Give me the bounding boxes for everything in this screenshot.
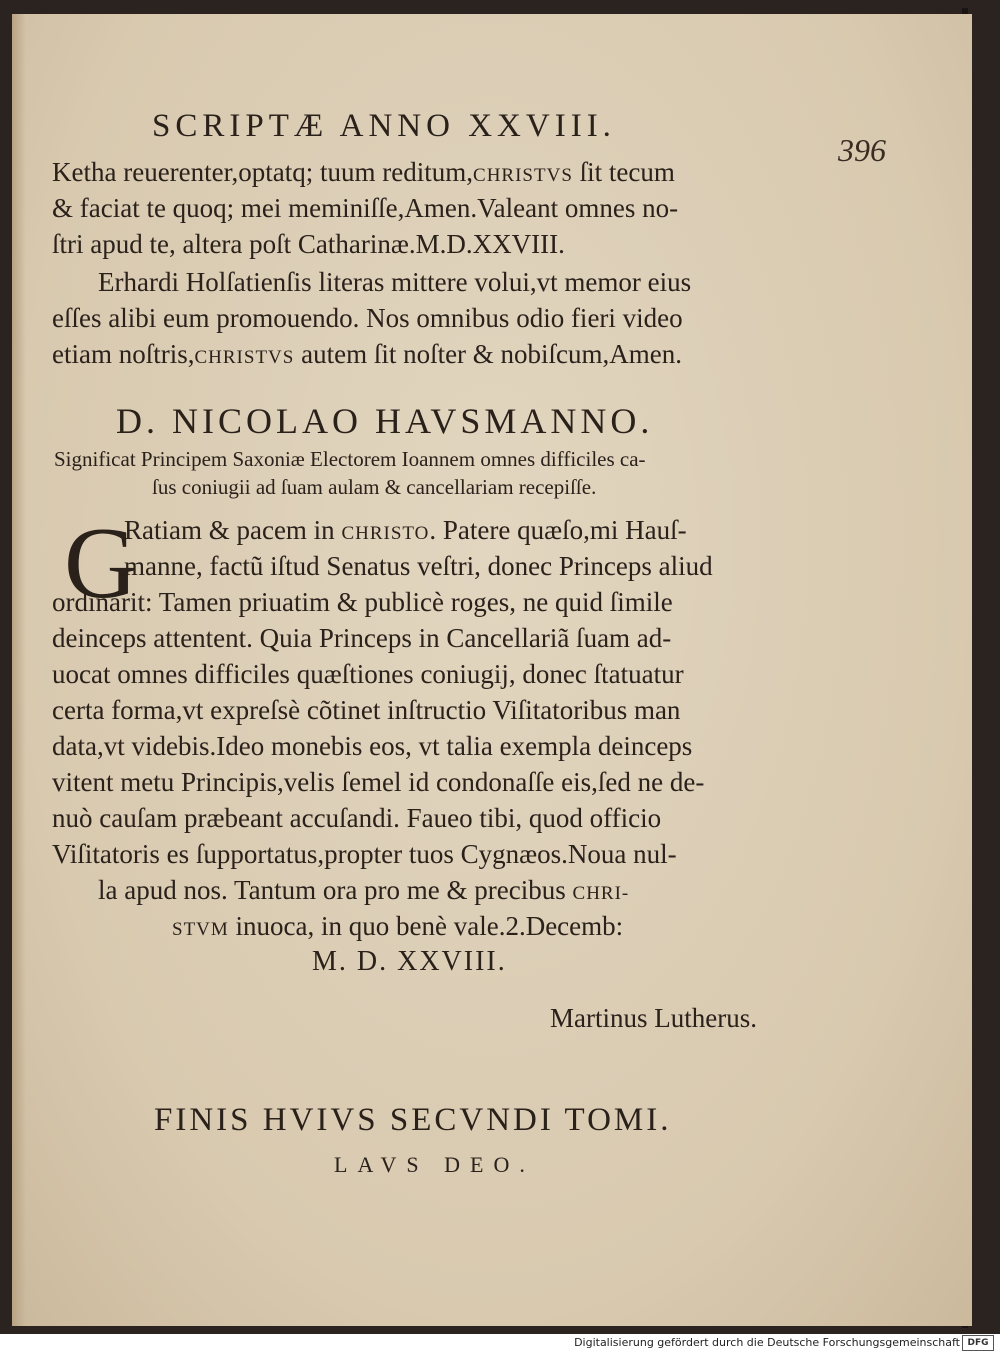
text-line: & faciat te quoq; mei meminiſſe,Amen.Valeant omnes no- [52, 193, 679, 223]
text-line: la apud nos. Tantum ora pro me & precibus CHRI- [98, 875, 630, 905]
summary-line: Significat Principem Saxoniæ Electorem Ioannem omnes difficiles ca- [54, 447, 646, 471]
text-line: deinceps attentent. Quia Princeps in Cancellariã ſuam ad- [52, 623, 672, 653]
finis-line: FINIS HVIVS SECVNDI TOMI. [154, 1102, 672, 1138]
text-line: Viſitatoris es ſupportatus,propter tuos Cygnæos.Noua nul- [52, 839, 677, 869]
text-line: Erhardi Holſatienſis literas mittere volui,vt memor eius [98, 267, 692, 297]
running-head: SCRIPTÆ ANNO XXVIII. [152, 108, 616, 144]
dfg-logo: DFG [962, 1335, 994, 1351]
text-line: nuò cauſam præbeant accuſandi. Faueo tibi, quod officio [52, 803, 662, 833]
footer-credit: Digitalisierung gefördert durch die Deutsche Forschungsgemeinschaft [574, 1336, 960, 1349]
page-number: 396 [838, 132, 886, 168]
text-line: ordinarit: Tamen priuatim & publicè roges, ne quid ſimile [52, 587, 673, 617]
page-edge-shadow [12, 14, 26, 1326]
text-line: etiam noſtris,CHRISTVS autem ſit noſter & nobiſcum,Amen. [52, 339, 683, 369]
drop-initial: G [64, 507, 138, 620]
text-line: data,vt videbis.Ideo monebis eos, vt talia exempla deinceps [52, 731, 693, 761]
signature: Martinus Lutherus. [550, 1003, 757, 1033]
text-line: vitent metu Principis,velis ſemel id condonaſſe eis,ſed ne de- [52, 767, 705, 797]
text-line: ſtri apud te, altera poſt Catharinæ.M.D.XXVIII. [52, 229, 565, 259]
text-line: eſſes alibi eum promouendo. Nos omnibus odio fieri video [52, 303, 683, 333]
text-line: certa forma,vt expreſsè cõtinet inſtructio Viſitatoribus man [52, 695, 681, 725]
text-line: STVM inuoca, in quo benè vale.2.Decemb: [172, 911, 624, 941]
text-line: Ratiam & pacem in CHRISTO. Patere quæſo,mi Hauſ- [124, 515, 687, 545]
text-line: Ketha reuerenter,optatq; tuum reditum,CHRISTVS ſit tecum [52, 157, 675, 187]
text-line: uocat omnes difficiles quæſtiones coniugij, donec ſtatuatur [52, 659, 684, 689]
summary-line: ſus coniugii ad ſuam aulam & cancellariam recepiſſe. [152, 475, 597, 499]
text-line: manne, factũ iſtud Senatus veſtri, donec Princeps aliud [124, 551, 713, 581]
date-line: M. D. XXVIII. [312, 946, 507, 977]
laus-line: LAVS DEO. [334, 1152, 535, 1177]
letter-heading: D. NICOLAO HAVSMANNO. [116, 401, 654, 441]
book-page [12, 14, 972, 1326]
